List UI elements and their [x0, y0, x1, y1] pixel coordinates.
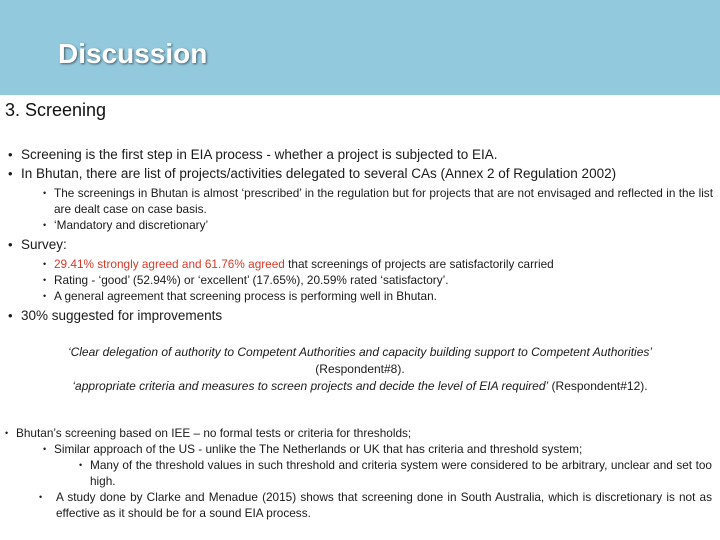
- upper-bullet-list: [7, 145, 713, 325]
- bullet-icon: •: [43, 291, 47, 301]
- bullet-icon: •: [43, 259, 47, 269]
- sub-list-bhutan: [42, 185, 713, 233]
- lower-bullet-list: [4, 425, 712, 521]
- bullet-screening-first-step: • Screening is the first step in EIA process - whether a project is subjected to EIA.: [8, 147, 498, 162]
- respondent-quotes: [0, 344, 720, 395]
- bullet-icon: •: [5, 428, 9, 438]
- bullet-icon: •: [39, 492, 43, 502]
- bullet-icon: •: [43, 275, 47, 285]
- bullet-icon: •: [8, 147, 13, 162]
- section-title: 3. Screening: [5, 100, 107, 120]
- slide-title: Discussion: [58, 38, 208, 69]
- bullet-icon: •: [8, 237, 13, 252]
- bullet-iee-screening: • Bhutan’s screening based on IEE – no formal tests or criteria for thresholds;: [5, 426, 412, 440]
- bullet-icon: •: [43, 444, 47, 454]
- sub-bullet-us-approach: • Similar approach of the US - unlike the The Netherlands or UK that has criteria and threshold system;: [43, 442, 583, 456]
- bullet-clarke-menadue: • A study done by Clarke and Menadue (2015) shows that screening done in South Australia, which is discretionary is not as effective as it should be for a sound EIA process.: [39, 490, 712, 520]
- sub-list-iee: [42, 441, 712, 489]
- sub-sub-bullet-threshold: • Many of the threshold values in such threshold and criteria system were considered to be arbitrary, unclear and set too high.: [79, 458, 712, 488]
- bullet-icon: •: [43, 188, 47, 198]
- sub-bullet-agreement-stats: • 29.41% strongly agreed and 61.76% agreed that screenings of projects are satisfactorily carried: [43, 257, 554, 271]
- bullet-icon: •: [8, 166, 13, 181]
- bullet-icon: •: [43, 220, 47, 230]
- bullet-bhutan-list: • In Bhutan, there are list of projects/activities delegated to several CAs (Annex 2 of Regulation 2002): [8, 166, 617, 181]
- quote-respondent-12: ‘appropriate criteria and measures to screen projects and decide the level of EIA required’ (Respondent#12).: [72, 379, 648, 393]
- quote-ref-respondent-8: (Respondent#8).: [315, 362, 405, 376]
- sub-bullet-general-agreement: • A general agreement that screening process is performing well in Bhutan.: [43, 289, 437, 303]
- sub-bullet-rating: • Rating - ‘good’ (52.94%) or ‘excellent’ (17.65%), 20.59% rated ‘satisfactory’.: [43, 273, 449, 287]
- sub-list-survey: [42, 256, 713, 304]
- bullet-improvements: • 30% suggested for improvements: [8, 308, 223, 323]
- quote-respondent-8: ‘Clear delegation of authority to Competent Authorities and capacity building support to Competent Authorities’: [67, 345, 653, 359]
- header-bar: [0, 0, 720, 95]
- bullet-icon: •: [8, 308, 13, 323]
- sub-bullet-mandatory: • ‘Mandatory and discretionary’: [43, 218, 209, 232]
- bullet-survey: • Survey:: [8, 237, 67, 252]
- sub-bullet-prescribed: • The screenings in Bhutan is almost ‘prescribed’ in the regulation but for projects that are not envisaged and reflected in the list are dealt case on case basis.: [43, 186, 713, 216]
- bullet-icon: •: [79, 460, 83, 470]
